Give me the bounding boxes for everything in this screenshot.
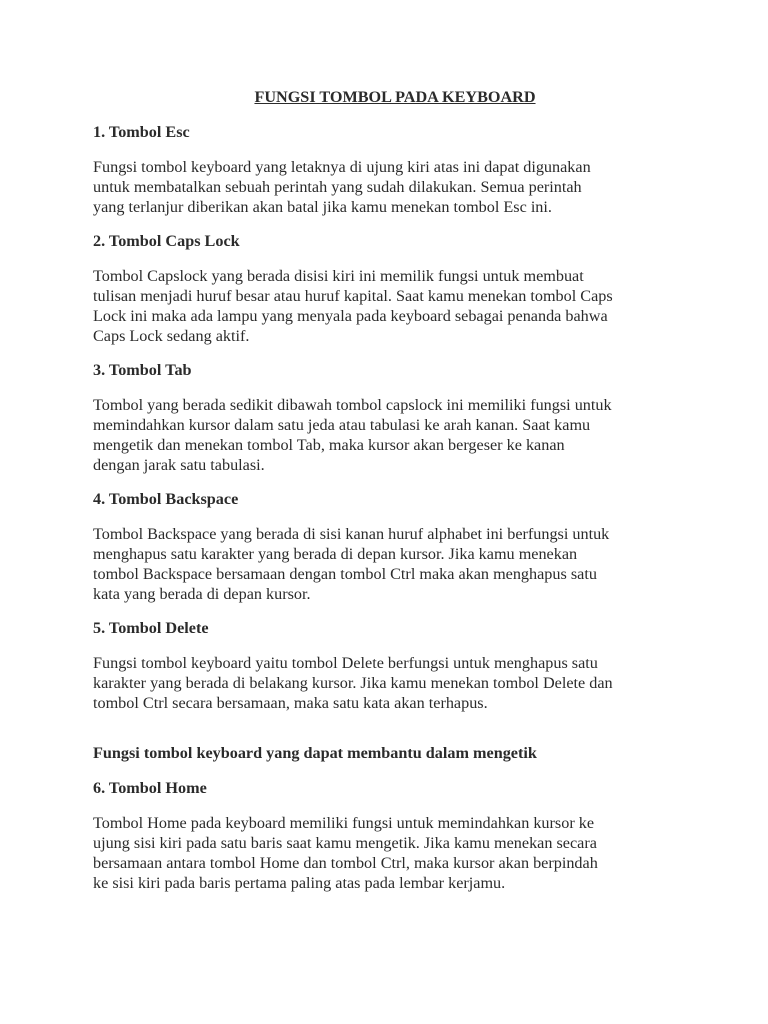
section-heading: 5. Tombol Delete — [93, 619, 209, 637]
section-heading: 2. Tombol Caps Lock — [93, 232, 240, 250]
section-paragraph — [93, 813, 693, 893]
section-paragraph — [93, 524, 693, 604]
paragraph-line: yang terlanjur diberikan akan batal jika kamu menekan tombol Esc ini. — [93, 198, 552, 216]
paragraph-line: memindahkan kursor dalam satu jeda atau tabulasi ke arah kanan. Saat kamu — [93, 416, 591, 434]
paragraph-line: kata yang berada di depan kursor. — [93, 585, 311, 603]
section-paragraph — [93, 266, 693, 346]
section-heading: 3. Tombol Tab — [93, 361, 192, 379]
paragraph-line: mengetik dan menekan tombol Tab, maka kursor akan bergeser ke kanan — [93, 436, 565, 454]
paragraph-line: Fungsi tombol keyboard yang letaknya di ujung kiri atas ini dapat digunakan — [93, 158, 591, 176]
paragraph-line: Tombol Home pada keyboard memiliki fungsi untuk memindahkan kursor ke — [93, 814, 595, 832]
paragraph-line: untuk membatalkan sebuah perintah yang sudah dilakukan. Semua perintah — [93, 178, 582, 196]
document-title: FUNGSI TOMBOL PADA KEYBOARD — [254, 88, 536, 106]
paragraph-line: ke sisi kiri pada baris pertama paling atas pada lembar kerjamu. — [93, 874, 506, 892]
subheading: Fungsi tombol keyboard yang dapat membantu dalam mengetik — [93, 744, 537, 762]
document-content — [93, 86, 693, 907]
paragraph-line: Tombol Capslock yang berada disisi kiri ini memilik fungsi untuk membuat — [93, 267, 584, 285]
paragraph-line: Fungsi tombol keyboard yaitu tombol Delete berfungsi untuk menghapus satu — [93, 654, 598, 672]
paragraph-line: Caps Lock sedang aktif. — [93, 327, 250, 345]
paragraph-line: ujung sisi kiri pada satu baris saat kamu mengetik. Jika kamu menekan secara — [93, 834, 597, 852]
paragraph-line: tulisan menjadi huruf besar atau huruf kapital. Saat kamu menekan tombol Caps — [93, 287, 613, 305]
paragraph-line: menghapus satu karakter yang berada di depan kursor. Jika kamu menekan — [93, 545, 578, 563]
paragraph-line: Lock ini maka ada lampu yang menyala pada keyboard sebagai penanda bahwa — [93, 307, 608, 325]
paragraph-line: dengan jarak satu tabulasi. — [93, 456, 265, 474]
paragraph-line: tombol Backspace bersamaan dengan tombol Ctrl maka akan menghapus satu — [93, 565, 597, 583]
section-paragraph — [93, 157, 693, 217]
paragraph-line: bersamaan antara tombol Home dan tombol Ctrl, maka kursor akan berpindah — [93, 854, 598, 872]
section-heading: 4. Tombol Backspace — [93, 490, 239, 508]
paragraph-line: Tombol yang berada sedikit dibawah tombol capslock ini memiliki fungsi untuk — [93, 396, 612, 414]
section-paragraph — [93, 653, 693, 713]
section-paragraph — [93, 395, 693, 475]
paragraph-line: karakter yang berada di belakang kursor. Jika kamu menekan tombol Delete dan — [93, 674, 613, 692]
paragraph-line: Tombol Backspace yang berada di sisi kanan huruf alphabet ini berfungsi untuk — [93, 525, 610, 543]
paragraph-line: tombol Ctrl secara bersamaan, maka satu kata akan terhapus. — [93, 694, 488, 712]
section-heading: 6. Tombol Home — [93, 779, 207, 797]
section-heading: 1. Tombol Esc — [93, 123, 190, 141]
